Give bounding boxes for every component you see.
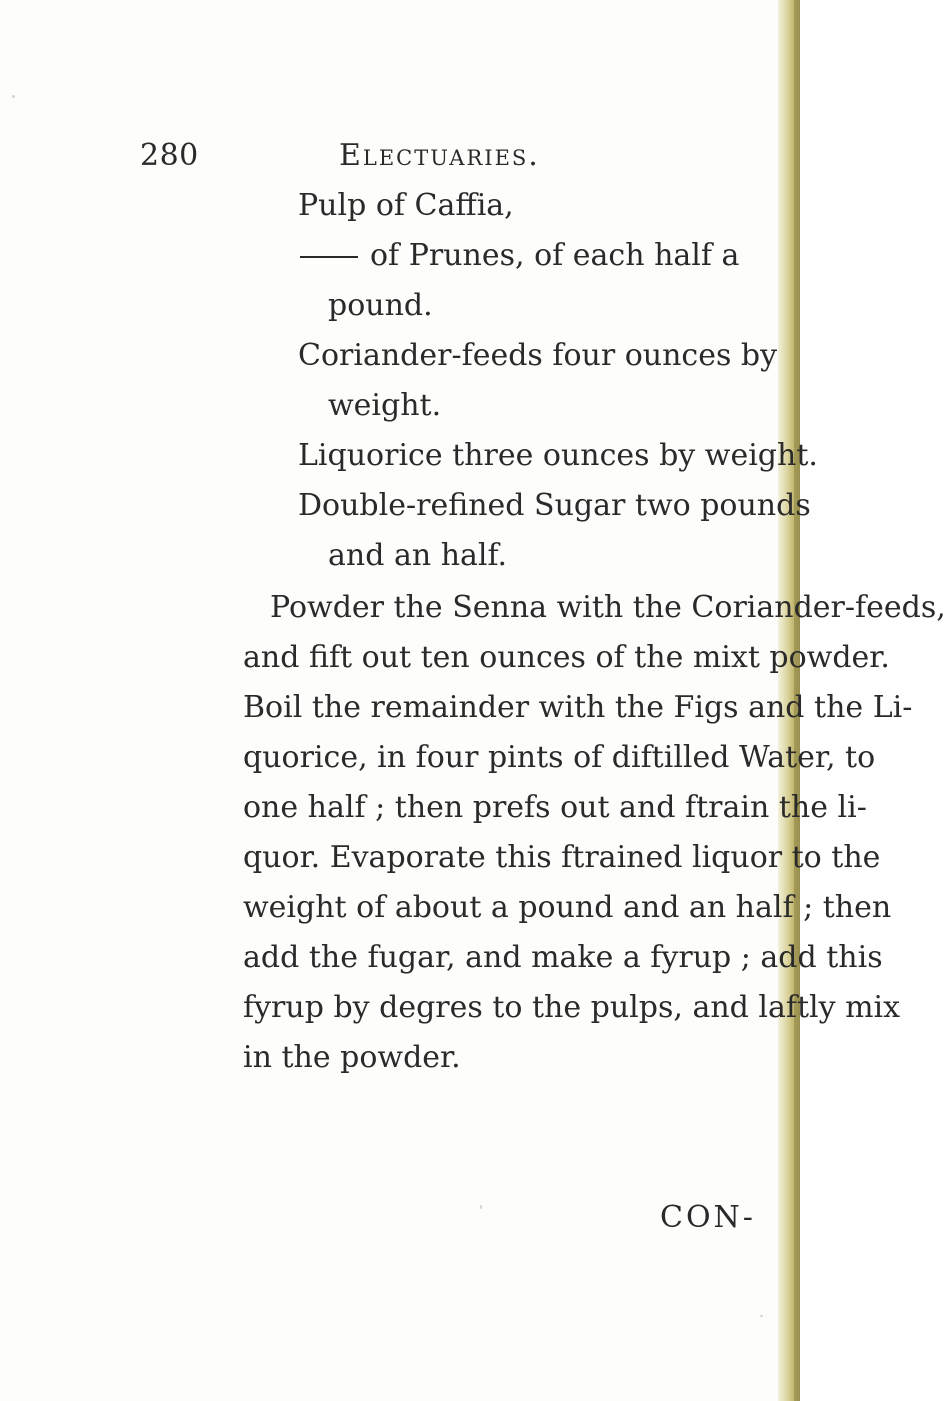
paragraph-line: quor. Evaporate this ftrained liquor to the xyxy=(243,840,881,875)
running-head: Electuaries. xyxy=(339,138,540,173)
ingredient-continuation xyxy=(328,536,507,576)
ingredient-line xyxy=(298,486,811,526)
ingredient-text: Double-refined Sugar two pounds xyxy=(298,488,811,523)
paragraph-line: one half ; then prefs out and ftrain the li- xyxy=(243,790,867,825)
paragraph-line: Powder the Senna with the Coriander-feeds, xyxy=(270,590,946,625)
catchword: CON- xyxy=(660,1200,756,1235)
ingredient-line xyxy=(298,186,514,226)
paragraph-line: fyrup by degres to the pulps, and laftly mix xyxy=(243,990,901,1025)
ingredient-continuation xyxy=(328,386,441,426)
ingredient-text: pound. xyxy=(328,288,433,323)
paragraph-line: and fift out ten ounces of the mixt powder. xyxy=(243,640,890,675)
page-number: 280 xyxy=(140,138,199,173)
paragraph-line: Boil the remainder with the Figs and the Li- xyxy=(243,690,913,725)
paper-speck xyxy=(760,1315,763,1317)
ingredient-text: Pulp of Caffia, xyxy=(298,188,514,223)
ingredient-text: of Prunes, of each half a xyxy=(370,238,740,273)
paragraph-line: quorice, in four pints of diftilled Water, to xyxy=(243,740,876,775)
ingredient-text: Liquorice three ounces by weight. xyxy=(298,438,818,473)
ingredient-text: and an half. xyxy=(328,538,508,573)
ingredient-continuation xyxy=(328,286,433,326)
ingredient-line xyxy=(298,236,739,276)
paper-speck xyxy=(480,1205,482,1209)
ingredient-line xyxy=(298,336,777,376)
ingredient-text: weight. xyxy=(328,388,442,423)
ingredient-line xyxy=(298,436,818,476)
paragraph-line: add the fugar, and make a fyrup ; add this xyxy=(243,940,883,975)
paragraph-line: in the powder. xyxy=(243,1040,461,1075)
paragraph-line: weight of about a pound and an half ; then xyxy=(243,890,892,925)
paper-speck xyxy=(12,95,15,98)
ingredient-text: Coriander-feeds four ounces by xyxy=(298,338,778,373)
ditto-dash xyxy=(300,256,358,258)
